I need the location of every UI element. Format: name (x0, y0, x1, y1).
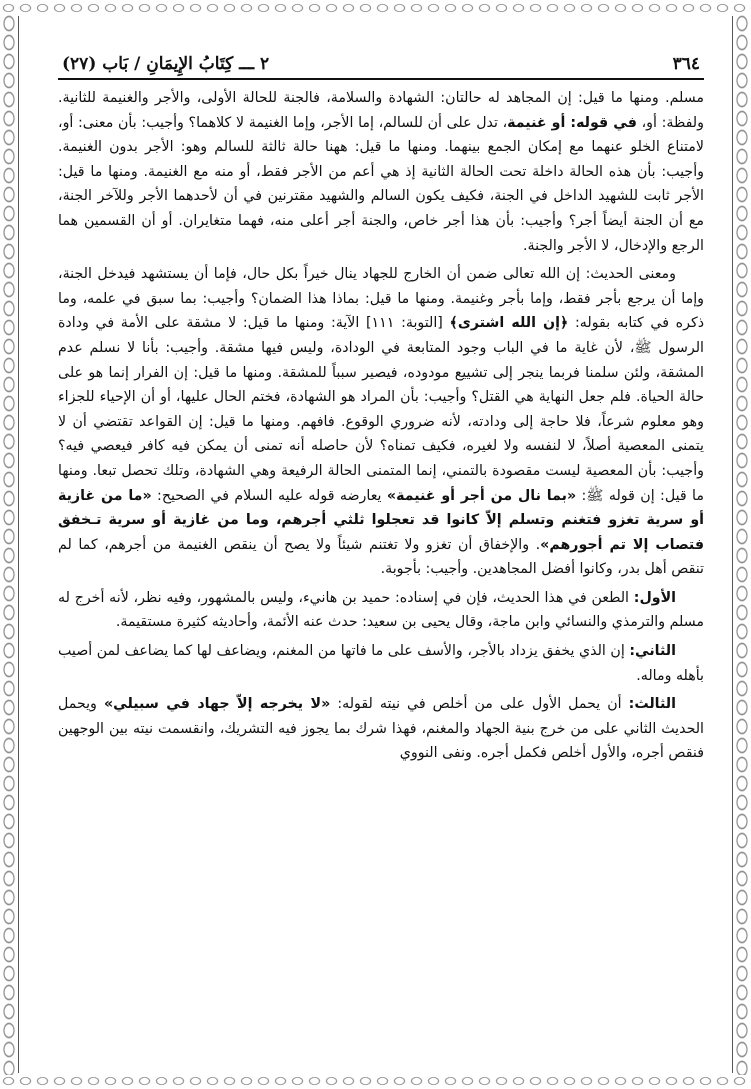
paragraph (58, 586, 704, 635)
emphasized-text: «بما نال من أجر أو غنيمة» (386, 487, 577, 504)
border-left-ornament (2, 14, 16, 1075)
emphasized-text: في قوله: أو غنيمة (507, 114, 637, 131)
emphasized-text: الثالث: (628, 696, 676, 713)
border-bottom-ornament (0, 1073, 751, 1089)
running-title: ٢ ـــ كِتَابُ الإِيمَانِ / بَاب (٢٧) (62, 54, 270, 74)
text-run: [التوبة: ١١١] الآية: ومنها ما قيل: لا مشقة على الأمة في ودادة الرسول ﷺ، لأن غاية ما في الباب وجود المتابعة في الودادة، وليس فيها مشقة. وأجيب: بأنا لا نسلم عدم المشقة، ولئن سلمنا فربما ينجر إلى تشييع مودوده، فيصير سبباً للمشقة. ومنها ما قيل: إن الفرار إنما هو على حالة الحياة. فلم جعل النهاية هي القتل؟ وأجيب: بأن المراد هو الشهادة، فختم الحال عليها، أو أن الإحياء للجزاء وهو معلوم شرعاً، فلا حاجة إلى ودادته، لأنه ضروري الوقوع. فافهم. ومنها ما قيل: إن القواعد تقتضي أن لا يتمنى المعصية أصلاً، لا لنفسه ولا لغيره، فكيف تمناه؟ لأن حاصله أنه تمنى أن يمكن فيه كافر فيعصي فيه؟ وأجيب: بأن المعصية ليست مقصودة بالتمني، إنما المتمنى الحالة الرفيعة وهي الشهادة، وتلك تحصل تبعا. ومنها ما قيل: إن قوله ﷺ: (58, 315, 704, 504)
emphasized-text: الثاني: (629, 643, 676, 660)
text-run: ومعنى الحديث: إن الله تعالى ضمن أن الخارج للجهاد ينال خيراً بكل حال، فإما أن يستشهد فيدخل الجنة، وإما أن يرجع بأجر فقط، وإما بأجر وغنيمة. ومنها ما قيل: بماذا هذا الضمان؟ وأجيب: بما سبق في علمه، وما ذكره في كتابه بقوله: (58, 266, 705, 332)
text-run: يعارضه قوله عليه السلام في الصحيح: (151, 487, 387, 504)
running-header (58, 52, 704, 80)
emphasized-text: الأول: (633, 589, 676, 606)
border-top-ornament (0, 0, 751, 16)
emphasized-text: «لا يخرجه إلاّ جهاد في سبيلي» (103, 696, 331, 713)
text-run: الطعن في هذا الحديث، فإن في إسناده: حميد بن هانيء، وليس بالمشهور، وفيه نظر، لأنه أخرج له مسلم والترمذي والنسائي وابن ماجة، وقال يحيى بن سعيد: حدث عنه الأئمة، وأحاديثه كثيرة مستقيمة. (58, 589, 704, 631)
page-number: ٣٦٤ (672, 54, 700, 74)
paragraph (58, 86, 704, 258)
text-run: أن يحمل الأول على من أخلص في نيته لقوله: (330, 696, 629, 713)
paragraph (58, 639, 704, 688)
text-run: مسلم. ومنها ما قيل: إن المجاهد له حالتان: الشهادة والسلامة، فالجنة للحالة الأولى، والأجر والغنيمة للثانية. ولفظة: أو، (58, 90, 704, 131)
text-run: إن الذي يخفق يزداد بالأجر، والأسف على ما فاتها من المغنم، ويضاعف لها كما يضاعف لمن أصيب بأهله وماله. (58, 643, 704, 684)
text-run: ويحمل الحديث الثاني على من خرج بنية الجهاد والمغنم، فهذا شرك بما يجوز فيه التشريك، وانقسمت نيته بين الوجهين فنقص أجره، والأول أخلص فكمل أجره. ونفى النووي (58, 696, 704, 762)
paragraph (58, 262, 704, 582)
body-text (58, 86, 704, 766)
text-run: . والإخفاق أن تغزو ولا تغتنم شيئاً ولا يصح أن ينقص الغنيمة من أجرهم، كما لم تنقص أهل بدر، وكانوا أفضل المجاهدين. وأجيب: بأجوبة. (58, 536, 704, 578)
emphasized-text: «ما من غازية أو سرية تغزو فتغنم وتسلم إلاّ كانوا قد تعجلوا ثلثي أجرهم، وما من غازية أو سرية تـخفق فتصاب إلا تم أجورهم» (58, 487, 704, 553)
paragraph (58, 692, 704, 766)
emphasized-text: ﴿إن الله اشترى﴾ (449, 315, 569, 332)
text-run: ، تدل على أن للسالم، إما الأجر، وإما الغنيمة لا كلاهما؟ وأجيب: بأن معنى: أو، لامتناع الخلو عنهما مع إمكان الجمع بينهما. ومنها ما قيل: ههنا حالة ثالثة للسالم وهو: الأجر بدون الغنيمة. وأجيب: بأن هذه الحالة داخلة تحت الحالة الثانية إذ هي أعم من الأجر فقط، أو منه مع الغنيمة. ومنها ما قيل: الأجر ثابت للشهيد الداخل في الجنة، فكيف يكون السالم والشهيد مقترنين في أن لأحدهما الأجر وللآخر الجنة، مع أن الجنة أيضاً أجر؟ وأجيب: بأن هذا أجر خاص، والجنة أجر أعلى منه، فهما متغايران. أو أن القسمين هما الرجع والإدخال، لا الأجر والجنة. (58, 114, 704, 254)
border-right-ornament (735, 14, 749, 1075)
page-content (58, 52, 704, 1065)
